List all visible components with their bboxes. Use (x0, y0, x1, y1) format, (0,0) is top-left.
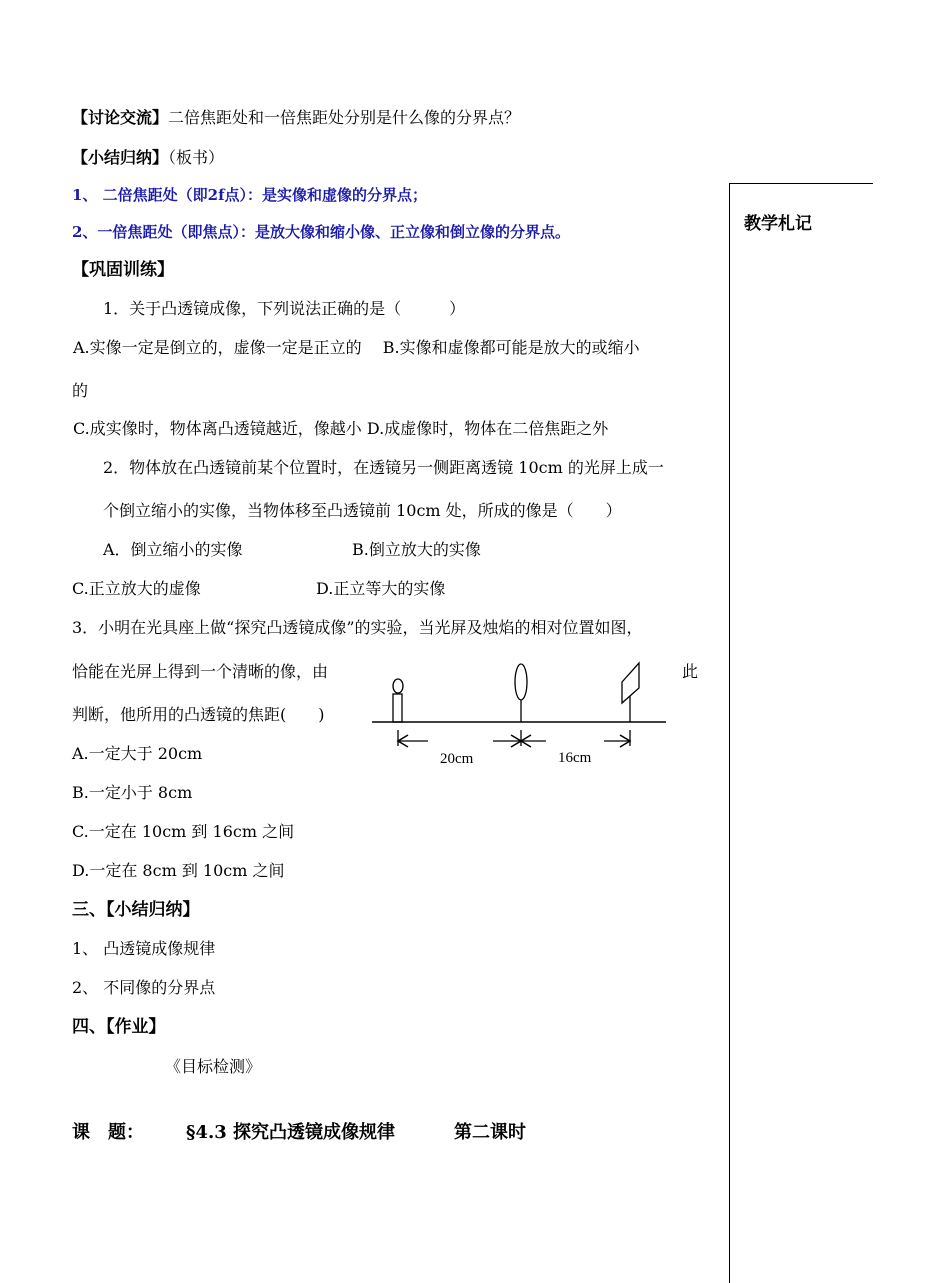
summary-line (72, 148, 224, 168)
summary-label: 【小结归纳】 (72, 148, 169, 167)
summary-item-2: 2、一倍焦距处（即焦点）：是放大像和缩小像、正立像和倒立像的分界点。 (72, 223, 570, 241)
q1-options-cd: C.成实像时，物体离凸透镜越近，像越小 D.成虚像时，物体在二倍焦距之外 (73, 419, 609, 438)
summary-note: （板书） (168, 148, 225, 167)
summary-item-1: 1、 二倍焦距处（即2f点）：是实像和虚像的分界点； (72, 186, 428, 204)
optical-bench-diagram (360, 650, 680, 775)
discussion-text: 二倍焦距处和一倍焦距处分别是什么像的分界点？ (168, 108, 521, 127)
q3-stem-line-2-end: 此 (682, 662, 699, 681)
distance-label-left: 20cm (440, 751, 474, 767)
q3-stem-line-3: 判断，他所用的凸透镜的焦距( ) (72, 705, 325, 724)
q2-option-d: D.正立等大的实像 (316, 579, 446, 598)
q3-option-a: A.一定大于 20cm (72, 744, 203, 763)
q2-option-c: C.正立放大的虚像 (72, 579, 201, 598)
q2-option-b: B.倒立放大的实像 (352, 540, 481, 559)
q1-stem: 1．关于凸透镜成像，下列说法正确的是（ ） (103, 299, 466, 318)
q3-option-c: C.一定在 10cm 到 16cm 之间 (72, 822, 295, 841)
notes-column-title: 教学札记 (744, 214, 812, 234)
lesson-title: §4.3 探究凸透镜成像规律 (186, 1122, 395, 1143)
section4-title: 四、【作业】 (72, 1017, 166, 1037)
candle-flame (393, 679, 403, 693)
notes-column-border (729, 183, 873, 1283)
discussion-label: 【讨论交流】 (72, 108, 169, 127)
section3-item-1: 1、 凸透镜成像规律 (72, 939, 216, 958)
q3-option-d: D.一定在 8cm 到 10cm 之间 (72, 861, 285, 880)
candle-body (393, 694, 402, 722)
q3-option-b: B.一定小于 8cm (72, 783, 193, 802)
section3-title: 三、【小结归纳】 (72, 900, 200, 920)
q3-stem-line-2: 恰能在光屏上得到一个清晰的像，由 (72, 662, 329, 681)
practice-title: 【巩固训练】 (72, 260, 174, 280)
section3-item-2: 2、 不同像的分界点 (72, 978, 216, 997)
q3-stem-line-1: 3．小明在光具座上做“探究凸透镜成像”的实验，当光屏及烛焰的相对位置如图， (72, 618, 643, 637)
distance-label-right: 16cm (558, 750, 592, 766)
section4-item: 《目标检测》 (165, 1057, 262, 1076)
discussion-line (72, 108, 520, 128)
q1-options-wrap: 的 (72, 381, 89, 400)
lesson-period: 第二课时 (454, 1122, 526, 1143)
lesson-label: 课 题： (72, 1122, 144, 1143)
q2-option-a: A．倒立缩小的实像 (103, 540, 243, 559)
convex-lens (515, 664, 527, 700)
q2-stem-line-2: 个倒立缩小的实像，当物体移至凸透镜前 10cm 处，所成的像是（ ） (103, 501, 622, 520)
q2-stem-line-1: 2．物体放在凸透镜前某个位置时，在透镜另一侧距离透镜 10cm 的光屏上成一 (103, 458, 664, 477)
q1-options-ab: A.实像一定是倒立的，虚像一定是正立的 B.实像和虚像都可能是放大的或缩小 (73, 338, 640, 357)
